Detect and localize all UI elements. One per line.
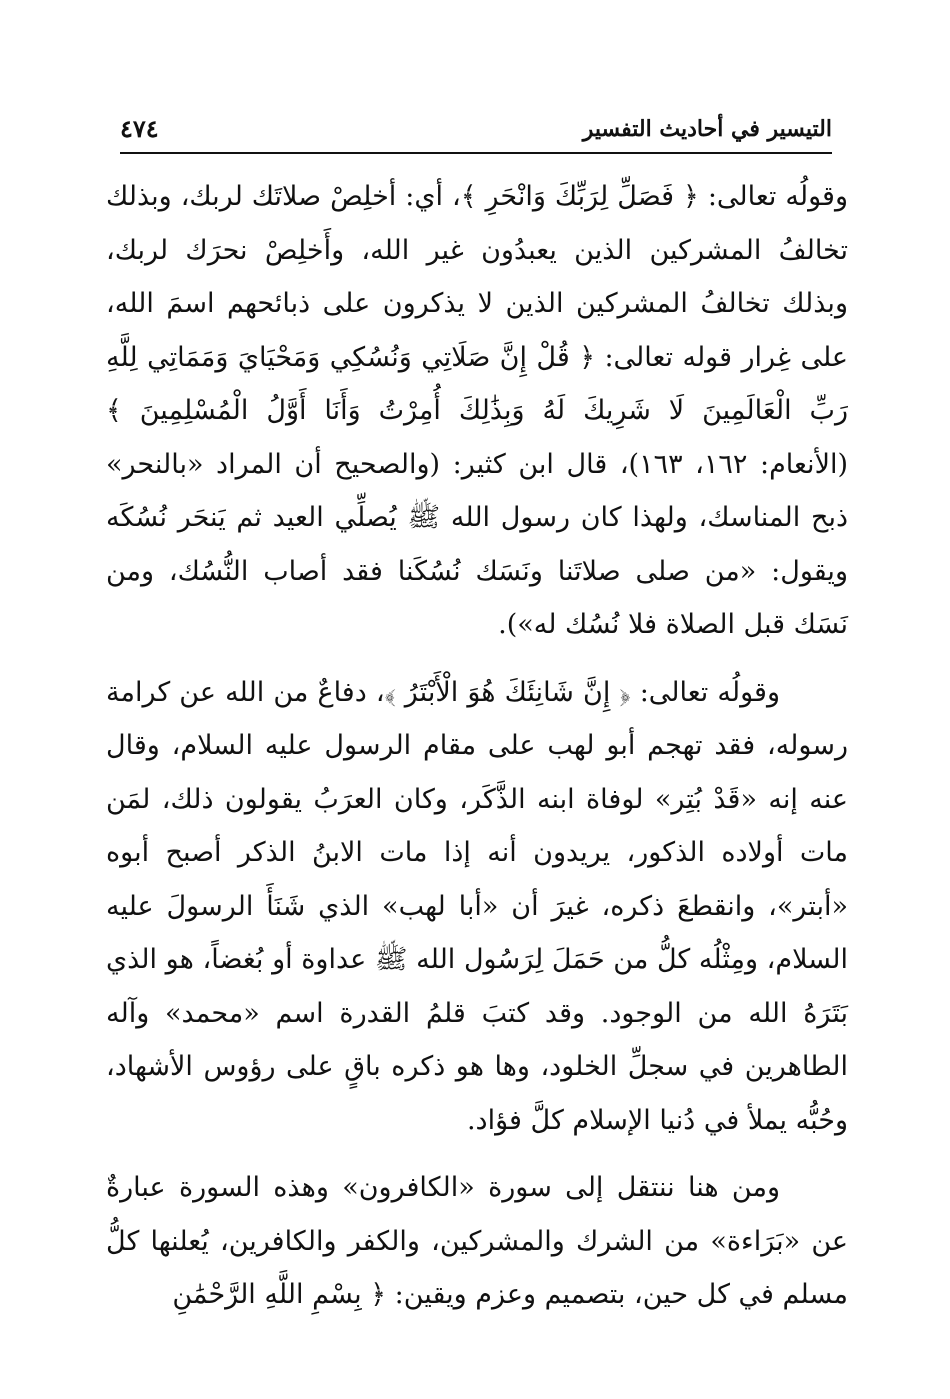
running-title: التيسير في أحاديث التفسير	[582, 116, 832, 142]
paragraph-3: ومن هنا ننتقل إلى سورة «الكافرون» وهذه السورة عبارةٌ عن «بَرَاءة» من الشرك والمشركين، والكفر والكافرين، يُعلنها كلُّ مسلم في كل حين، بتصميم وعزم ويقين: ﴿ بِسْمِ اللَّهِ الرَّحْمَٰنِ	[106, 1172, 848, 1310]
header-rule	[120, 152, 832, 154]
body-text	[106, 170, 848, 1322]
running-header	[120, 114, 832, 152]
page-number: ٤٧٤	[120, 114, 159, 143]
paragraph-2: وقولُه تعالى: ﴿ إِنَّ شَانِئَكَ هُوَ الْأَبْتَرُ ﴾، دفاعٌ من الله عن كرامة رسوله، فقد تهجم أبو لهب على مقام الرسول عليه السلام، وقال عنه إنه «قَدْ بُتِر» لوفاة ابنه الذَّكَر، وكان العرَبُ يقولون ذلك، لمَن مات أولاده الذكور، يريدون أنه إذا مات الابنُ الذكر أصبح أبوه «أبتر»، وانقطعَ ذكره، غيرَ أن «أبا لهب» الذي شَنَأَ الرسولَ عليه السلام، ومِثْلُه كلُّ من حَمَلَ لِرَسُول الله ﷺ عداوة أو بُغضاً، هو الذي بَتَرَهُ الله من الوجود. وقد كتبَ قلمُ القدرة اسم «محمد» وآله الطاهرين في سجلِّ الخلود، وها هو ذكره باقٍ على رؤوس الأشهاد، وحُبُّه يملأ في دُنيا الإسلام كلَّ فؤاد.	[106, 676, 848, 1136]
paragraph-1: وقولُه تعالى: ﴿ فَصَلِّ لِرَبِّكَ وَانْحَرِ ﴾، أي: أخلِصْ صلاتَك لربك، وبذلك تخالفُ المشركين الذين يعبدُون غير الله، وأَخلِصْ نحرَك لربك، وبذلك تخالفُ المشركين الذين لا يذكرون على ذبائحهم اسمَ الله، على غِرار قوله تعالى: ﴿ قُلْ إِنَّ صَلَاتِي وَنُسُكِي وَمَحْيَايَ وَمَمَاتِي لِلَّهِ رَبِّ الْعَالَمِينَ لَا شَرِيكَ لَهُ وَبِذَٰلِكَ أُمِرْتُ وَأَنَا أَوَّلُ الْمُسْلِمِينَ ﴾ (الأنعام: ١٦٢، ١٦٣)، قال ابن كثير: (والصحيح أن المراد «بالنحر» ذبح المناسك، ولهذا كان رسول الله ﷺ يُصلِّي العيد ثم يَنحَر نُسُكَه ويقول: «من صلى صلاتَنا ونَسَك نُسُكَنا فقد أصاب النُّسُك، ومن نَسَك قبل الصلاة فلا نُسُك له»).	[106, 181, 849, 640]
